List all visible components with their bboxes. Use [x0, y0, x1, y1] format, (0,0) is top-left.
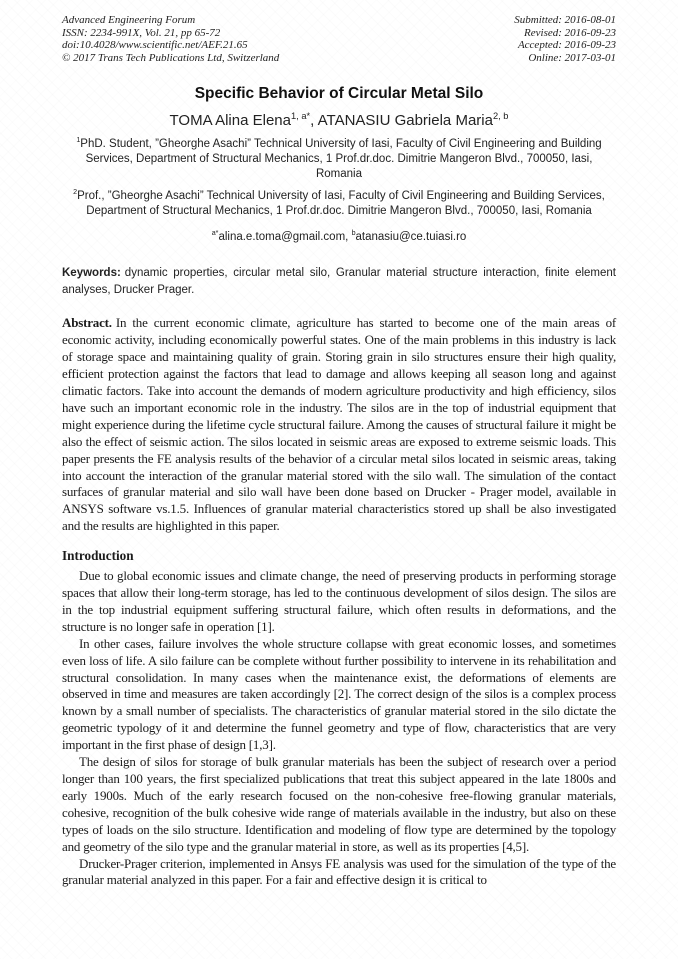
- journal-name: Advanced Engineering Forum: [62, 14, 196, 26]
- author-name: ATANASIU Gabriela Maria: [317, 112, 493, 130]
- journal-info: [62, 14, 279, 64]
- abstract-text: In the current economic climate, agriculture has started to become one of the main areas of economic activity, including economically powerful states. One of the main problems in this industry is lack of storage space and maintaining quality of grain. Storing grain in silo structures ensure their high quality, efficient protection against the factors that lead to damage and allows keeping all season long and against climatic factors. Take into account the demands of modern agriculture productivity and high efficiency, silos have such an important economic role in the industry. The silos are in the top of industrial equipment that might experience during the lifetime cycle structural failure. Among the causes of structural failure it might be also the effect of seismic action. The silos located in seismic areas are exposed to extreme seismic loads. This paper presents the FE analysis results of the behavior of a circular metal silos located in seismic areas, taking into account the interaction of the granular material stored with the silo wall. The simulation of the contact surfaces of granular material and silo wall have been done based on Drucker - Prager model, available in ANSYS software vs.1.5. Influences of granular material characteristics stored up shall be also investigated and the results are highlighted in this paper.: [62, 315, 616, 534]
- revised-date: Revised: 2016-09-23: [524, 26, 616, 39]
- body-paragraph: In other cases, failure involves the whole structure collapse with great economic losses, and sometimes even loss of life. A silo failure can be complete without further possibility to intervene in its rehabilitation and structural consolidation. In many cases when the maintenance exist, the deformations of elements are observed in time and measures are taken accordingly [2]. The correct design of the silos is a complex process known by a small number of specialists. The characteristics of granular material stored in the silo dictate the geometric typology of it and determine the funnel geometry and type of flow, characteristics that are very important in the first phase of design [1,3].: [62, 635, 616, 753]
- body-paragraph: Drucker-Prager criterion, implemented in Ansys FE analysis was used for the simulation of the type of the granular material analyzed in this paper. For a fair and effective design it is critical to: [62, 855, 616, 888]
- email-superscript: a*: [211, 229, 219, 238]
- journal-header: [62, 14, 616, 64]
- affiliation-1: [67, 137, 612, 181]
- submitted-date: Submitted: 2016-08-01: [514, 14, 616, 26]
- affiliation-text: PhD. Student, ”Gheorghe Asachi” Technical University of Iasi, Faculty of Civil Engineering and Building Services, Department of Structural Mechanics, 1 Prof.dr.doc. Dimitrie Mangeron Blvd., 700050, Iasi, Romania: [80, 138, 602, 180]
- affiliation-2: [67, 189, 612, 218]
- email-separator: ,: [345, 231, 352, 244]
- introduction-section: [62, 568, 616, 889]
- abstract-label: Abstract.: [62, 315, 112, 331]
- affiliation-text: Prof., ”Gheorghe Asachi” Technical University of Iasi, Faculty of Civil Engineering and Building Services, Department of Structural Mechanics, 1 Prof.dr.doc. Dimitrie Mangeron Blvd., 700050, Iasi, Romania: [77, 190, 605, 217]
- accepted-date: Accepted: 2016-09-23: [517, 39, 616, 52]
- author-superscript: 1, a*: [290, 111, 311, 122]
- keywords-text: dynamic properties, circular metal silo, Granular material structure interaction, finite element analyses, Drucker Prager.: [62, 267, 616, 296]
- affiliation-superscript: 2: [73, 188, 78, 197]
- author-name: TOMA Alina Elena: [169, 112, 291, 130]
- affiliation-superscript: 1: [76, 136, 81, 145]
- keywords-block: [62, 265, 616, 298]
- keywords-label: Keywords:: [62, 267, 121, 280]
- copyright-line: © 2017 Trans Tech Publications Ltd, Switzerland: [62, 51, 280, 64]
- author-separator: ,: [310, 112, 318, 130]
- email-address: atanasiu@ce.tuiasi.ro: [355, 231, 467, 244]
- email-superscript: b: [351, 229, 356, 238]
- submission-dates: [514, 14, 616, 64]
- email-address: alina.e.toma@gmail.com: [218, 231, 346, 244]
- email-line: [62, 231, 616, 243]
- body-paragraph: Due to global economic issues and climate change, the need of preserving products in performing storage spaces that allow their long-term storage, has led to the continuous development of silos design. The silos are in the top industrial equipment suffering structural failure, which often results in deformations, and the structure is no longer safe in operation [1].: [62, 568, 616, 634]
- body-paragraph: The design of silos for storage of bulk granular materials has been the subject of research over a period longer than 100 years, the first specialized publications that treat this subject appeared in the late 1800s and early 1900s. Much of the early research focused on the non-cohesive free-flowing granular materials, cohesive, recognition of the bulk cohesive wide range of materials available in the industry, but also on these types of loads on the silo structure. Identification and modeling of flow type are determined by the topology and geometry of the silo type and the granular material in store, as well as its properties [4,5].: [62, 754, 616, 854]
- author-line: [62, 112, 616, 129]
- paper-title: Specific Behavior of Circular Metal Silo: [194, 85, 484, 103]
- issn-volume-line: ISSN: 2234-991X, Vol. 21, pp 65-72: [62, 26, 221, 39]
- online-date: Online: 2017-03-01: [528, 51, 616, 64]
- abstract-block: [62, 315, 616, 535]
- section-heading-introduction: Introduction: [62, 548, 134, 564]
- author-superscript: 2, b: [492, 111, 509, 122]
- doi-line: doi:10.4028/www.scientific.net/AEF.21.65: [62, 39, 248, 52]
